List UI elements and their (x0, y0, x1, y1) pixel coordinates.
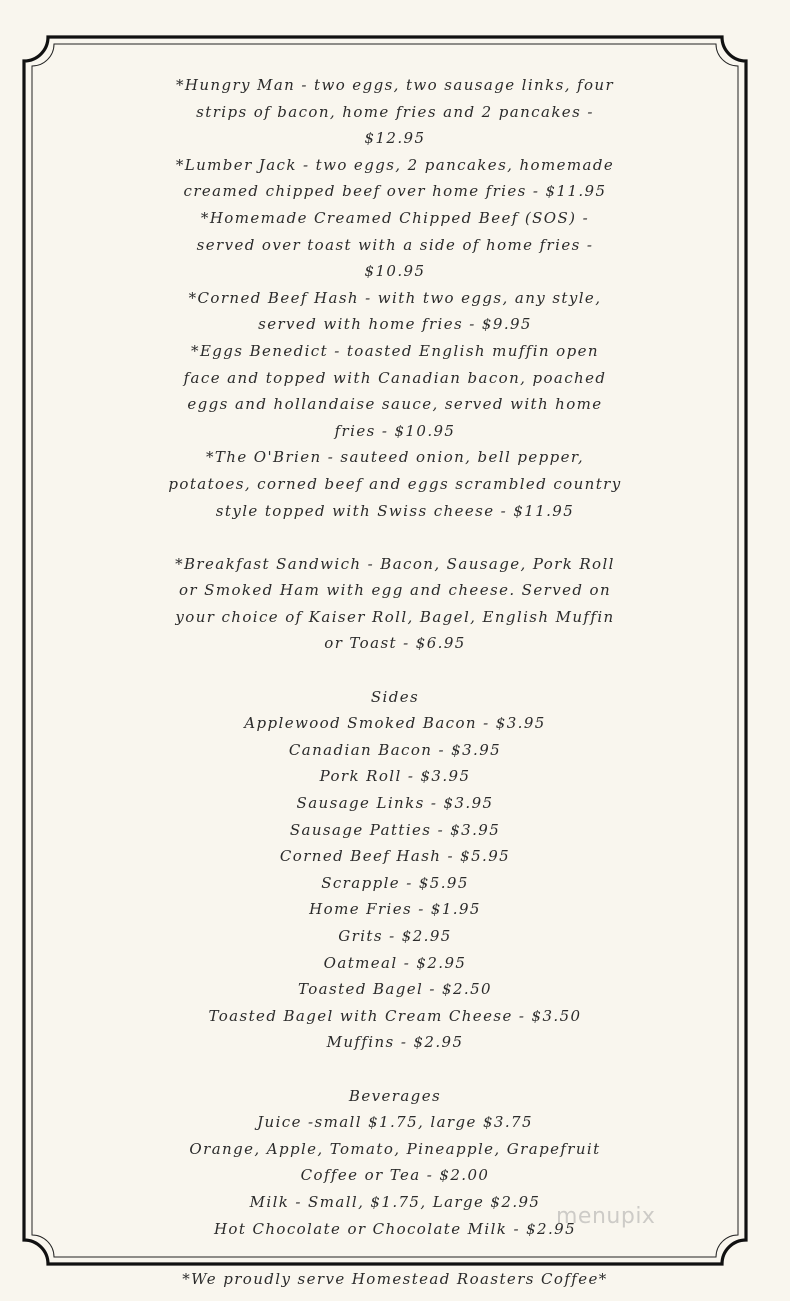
footer-note: *We proudly serve Homestead Roasters Coffee* (182, 1270, 608, 1288)
menu-line: fries - $10.95 (334, 421, 456, 440)
side-item: Grits - $2.95 (338, 927, 452, 945)
menu-line: $12.95 (364, 129, 426, 148)
beverage-item: Juice -small $1.75, large $3.75 (257, 1113, 533, 1132)
menu-line: or Toast - $6.95 (324, 634, 466, 653)
menu-line: creamed chipped beef over home fries - $11.95 (183, 182, 607, 201)
side-item: Corned Beef Hash - $5.95 (279, 847, 511, 866)
menu-line: or Smoked Ham with egg and cheese. Served on (178, 581, 612, 600)
menu-line: eggs and hollandaise sauce, served with home (187, 395, 603, 414)
side-item: Toasted Bagel - $2.50 (298, 980, 492, 999)
menu-line: *Corned Beef Hash - with two eggs, any style, (188, 288, 602, 307)
menu-line: *Lumber Jack - two eggs, 2 pancakes, homemade (175, 155, 615, 174)
menu-line: *Hungry Man - two eggs, two sausage links, four (175, 76, 615, 94)
menu-line: *Breakfast Sandwich - Bacon, Sausage, Pork Roll (175, 554, 615, 573)
side-item: Pork Roll - $3.95 (319, 767, 471, 786)
side-item: Sausage Patties - $3.95 (289, 820, 501, 839)
side-item: Sausage Links - $3.95 (296, 794, 494, 813)
menu-line: potatoes, corned beef and eggs scrambled country (168, 474, 622, 493)
beverage-item: Orange, Apple, Tomato, Pineapple, Grapefruit (189, 1139, 601, 1158)
menupix-watermark: menupix (556, 1204, 656, 1229)
menu-line: your choice of Kaiser Roll, Bagel, English Muffin (175, 607, 615, 626)
menu-line: *Eggs Benedict - toasted English muffin open (191, 341, 599, 360)
side-item: Oatmeal - $2.95 (323, 953, 467, 972)
side-item: Applewood Smoked Bacon - $3.95 (244, 714, 546, 733)
menu-line: strips of bacon, home fries and 2 pancakes - (196, 102, 594, 121)
beverage-item: Milk - Small, $1.75, Large $2.95 (249, 1192, 541, 1211)
beverage-item: Coffee or Tea - $2.00 (300, 1166, 490, 1185)
menu-line: style topped with Swiss cheese - $11.95 (215, 501, 575, 520)
menu-line: face and topped with Canadian bacon, poached (183, 368, 607, 387)
menu-line: *The O'Brien - sauteed onion, bell pepper, (205, 448, 585, 467)
menu-content (90, 72, 700, 1242)
beverage-item: Hot Chocolate or Chocolate Milk - $2.95 (213, 1219, 577, 1238)
breakfast-sandwich (90, 551, 700, 657)
side-item: Toasted Bagel with Cream Cheese - $3.50 (208, 1006, 582, 1025)
section-heading-beverages: Beverages (348, 1086, 442, 1105)
side-item: Muffins - $2.95 (326, 1033, 464, 1052)
menu-line: served with home fries - $9.95 (258, 315, 532, 334)
spacer (90, 524, 700, 551)
spacer (90, 657, 700, 684)
side-item: Canadian Bacon - $3.95 (288, 740, 502, 759)
spacer (90, 1056, 700, 1083)
sides-section (90, 684, 700, 1056)
menu-line: *Homemade Creamed Chipped Beef (SOS) - (200, 208, 590, 227)
side-item: Home Fries - $1.95 (309, 900, 481, 919)
menu-line: $10.95 (364, 262, 426, 281)
side-item: Scrapple - $5.95 (321, 873, 469, 892)
menu-line: served over toast with a side of home fries - (196, 235, 594, 254)
breakfast-items (90, 72, 700, 524)
section-heading-sides: Sides (370, 687, 420, 706)
